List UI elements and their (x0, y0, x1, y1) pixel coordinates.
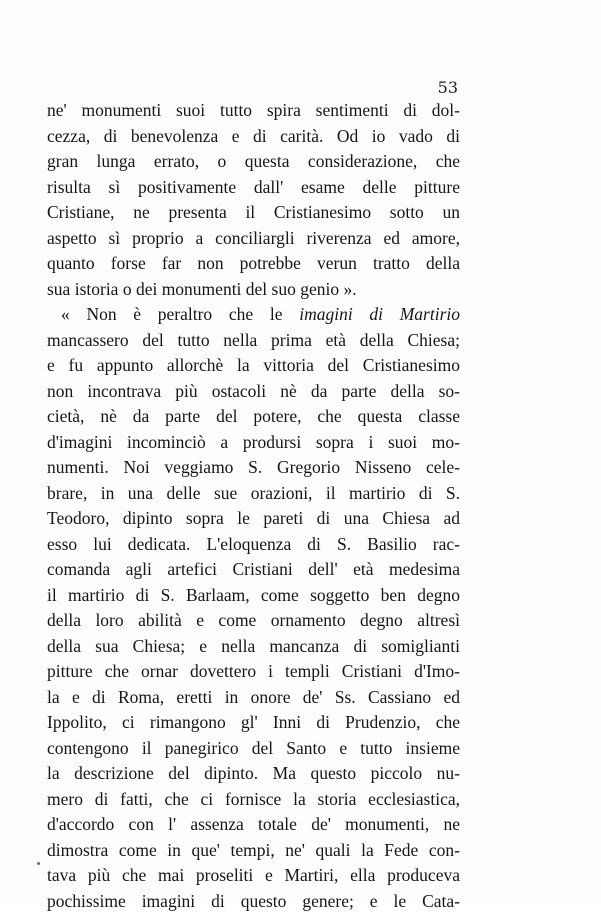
text-line: il martirio di S. Barlaam, come soggetto ben degno (47, 583, 460, 609)
text-line: mancassero del tutto nella prima età della Chiesa; (47, 328, 460, 354)
text-line: la descrizione del dipinto. Ma questo piccolo nu- (47, 761, 460, 787)
text-line: e fu appunto allorchè la vittoria del Cristianesimo (47, 353, 460, 379)
text-line: ne' monumenti suoi tutto spira sentimenti di dol- (47, 98, 460, 124)
text-line: tava più che mai proseliti e Martiri, ella produceva (47, 863, 460, 889)
body-text (47, 98, 460, 914)
text-line: risulta sì positivamente dall' esame delle pitture (47, 175, 460, 201)
text-line: non incontrava più ostacoli nè da parte della so- (47, 379, 460, 405)
text-line: la e di Roma, eretti in onore de' Ss. Cassiano ed (47, 685, 460, 711)
text-line: pochissime imagini di questo genere; e le Cata- (47, 889, 460, 914)
text-line: esso lui dedicata. L'eloquenza di S. Basilio rac- (47, 532, 460, 558)
text-line: brare, in una delle sue orazioni, il martirio di S. (47, 481, 460, 507)
text-line: mero di fatti, che ci fornisce la storia ecclesiastica, (47, 787, 460, 813)
text-line: d'imagini incominciò a prodursi sopra i suoi mo- (47, 430, 460, 456)
text-line: gran lunga errato, o questa considerazione, che (47, 149, 460, 175)
text-line (47, 302, 460, 328)
text-line: aspetto sì proprio a conciliargli riverenza ed amore, (47, 226, 460, 252)
page-number: 53 (418, 78, 458, 97)
text-line: numenti. Noi veggiamo S. Gregorio Nisseno cele- (47, 455, 460, 481)
text-line: Ippolito, ci rimangono gl' Inni di Prudenzio, che (47, 710, 460, 736)
text-line: Cristiane, ne presenta il Cristianesimo sotto un (47, 200, 460, 226)
italic-phrase: imagini di Martirio (299, 304, 460, 324)
text-line: cietà, nè da parte del potere, che questa classe (47, 404, 460, 430)
text-line: pitture che ornar dovettero i templi Cristiani d'Imo- (47, 659, 460, 685)
text-line: d'accordo con l' assenza totale de' monumenti, ne (47, 812, 460, 838)
text-line: comanda agli artefici Cristiani dell' età medesima (47, 557, 460, 583)
text-line: sua istoria o dei monumenti del suo genio ». (47, 277, 460, 303)
text-segment: « Non è peraltro che le (61, 304, 283, 324)
paper-speck (37, 862, 40, 865)
text-line: della loro abilità e come ornamento degno altresì (47, 608, 460, 634)
text-line: della sua Chiesa; e nella mancanza di somiglianti (47, 634, 460, 660)
text-line: cezza, di benevolenza e di carità. Od io vado di (47, 124, 460, 150)
text-line: quanto forse far non potrebbe verun tratto della (47, 251, 460, 277)
text-line: Teodoro, dipinto sopra le pareti di una Chiesa ad (47, 506, 460, 532)
text-line: contengono il panegirico del Santo e tutto insieme (47, 736, 460, 762)
text-line: dimostra come in que' tempi, ne' quali la Fede con- (47, 838, 460, 864)
